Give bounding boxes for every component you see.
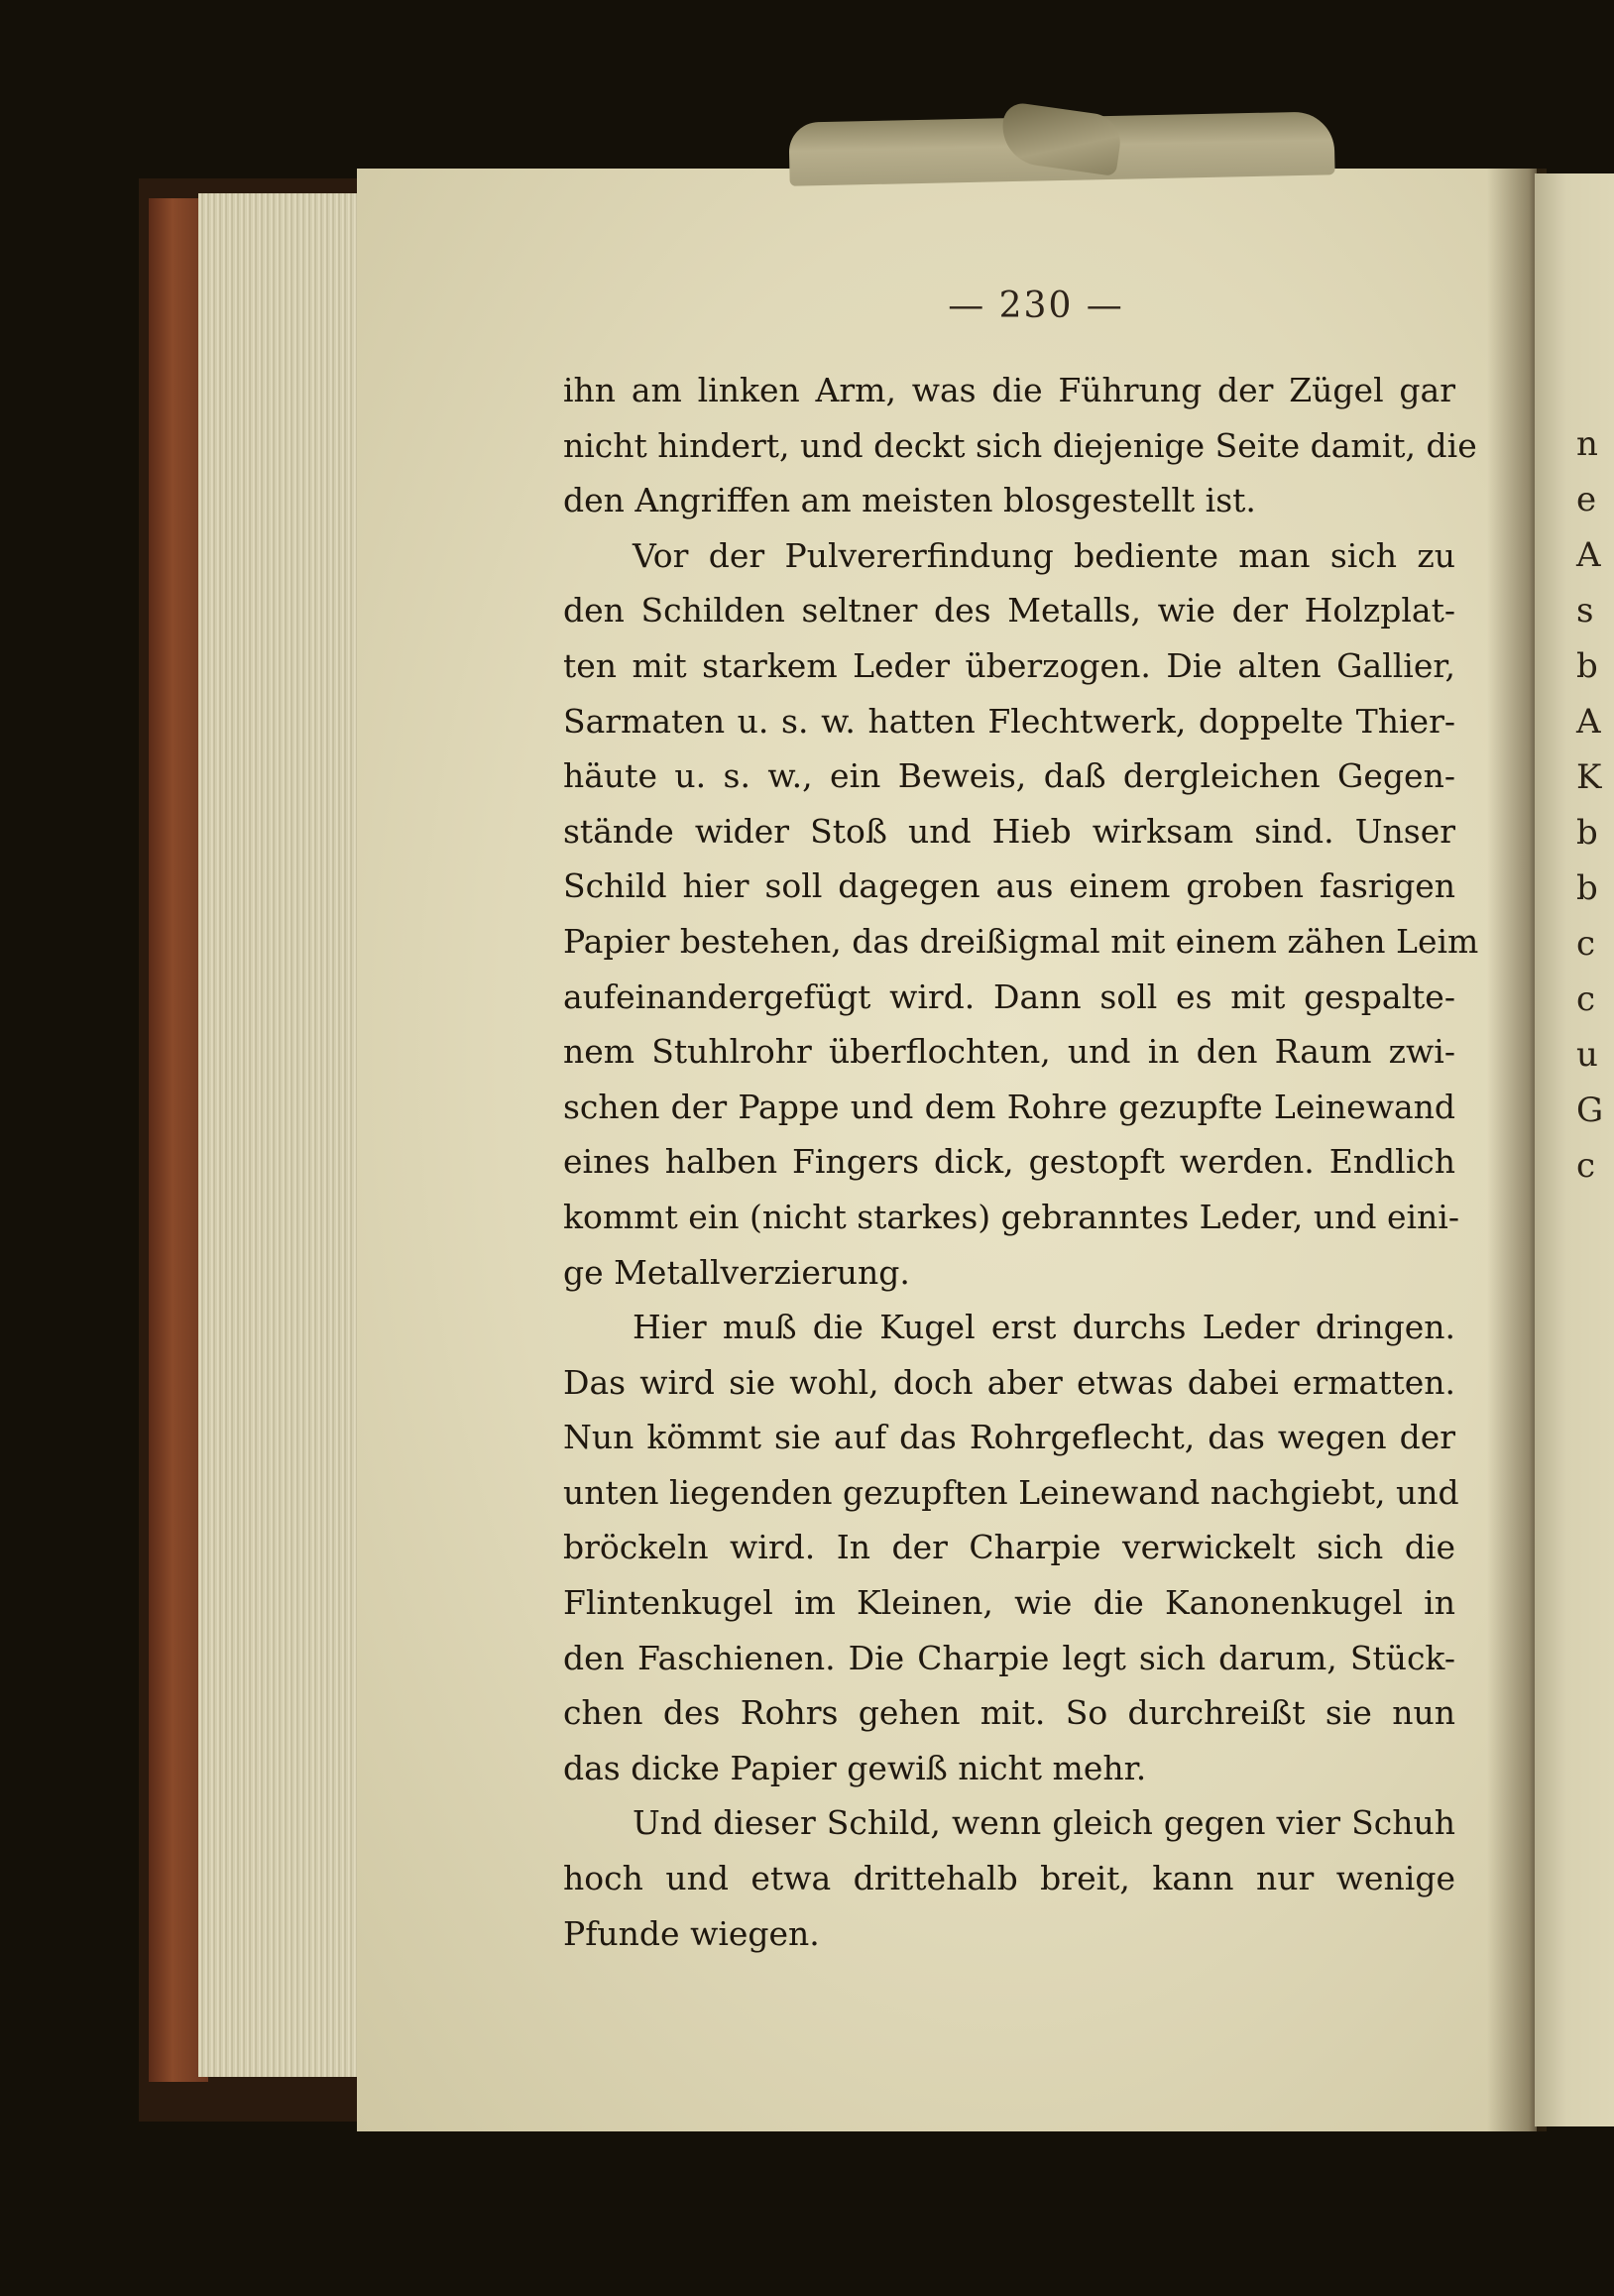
facing-letter: K (1576, 757, 1602, 797)
text-line: hoch und etwa drittehalb breit, kann nur wenige (563, 1859, 1455, 1898)
text-line: nicht hindert, und deckt sich diejenige Seite damit, die (563, 425, 1477, 465)
text-line: Vor der Pulvererfindung bediente man sich zu (633, 535, 1455, 575)
facing-letter: A (1576, 702, 1601, 742)
facing-letter: b (1576, 813, 1598, 853)
facing-letter: A (1576, 535, 1601, 575)
text-line: chen des Rohrs gehen mit. So durchreißt sie nun (563, 1693, 1455, 1733)
text-line: eines halben Fingers dick, gestopft werden. Endlich (563, 1142, 1455, 1182)
text-line: Das wird sie wohl, doch aber etwas dabei ermatten. (563, 1362, 1455, 1402)
page-number: — 230 — (948, 286, 1124, 326)
text-line: Flintenkugel im Kleinen, wie die Kanonenkugel in (563, 1583, 1455, 1623)
text-line: Sarmaten u. s. w. hatten Flechtwerk, doppelte Thier- (563, 701, 1455, 741)
facing-page-text (1576, 416, 1614, 1194)
text-line: häute u. s. w., ein Beweis, daß dergleichen Gegen- (563, 756, 1455, 796)
facing-letter: e (1576, 480, 1597, 519)
text-line: Schild hier soll dagegen aus einem groben fasrigen (563, 866, 1455, 906)
text-line: Pfunde wiegen. (563, 1913, 820, 1953)
text-line: Papier bestehen, das dreißigmal mit einem zähen Leim (563, 921, 1479, 961)
facing-letter: b (1576, 868, 1598, 908)
facing-letter: c (1576, 1146, 1596, 1186)
text-line: Hier muß die Kugel erst durchs Leder dringen. (633, 1308, 1455, 1347)
text-line: ihn am linken Arm, was die Führung der Zügel gar (563, 371, 1455, 409)
page-stack-edge (198, 193, 372, 2077)
text-line: nem Stuhlrohr überflochten, und in den Raum zwi- (563, 1032, 1455, 1072)
text-line: den Faschienen. Die Charpie legt sich darum, Stück- (563, 1638, 1455, 1677)
text-line: schen der Pappe und dem Rohre gezupfte Leinewand (563, 1087, 1455, 1126)
text-line: ge Metallverzierung. (563, 1252, 910, 1292)
text-line: kommt ein (nicht starkes) gebranntes Leder, und eini- (563, 1197, 1460, 1236)
text-line: das dicke Papier gewiß nicht mehr. (563, 1748, 1147, 1787)
facing-letter: c (1576, 924, 1596, 964)
page-text (563, 363, 1479, 1961)
text-line: Und dieser Schild, wenn gleich gegen vier Schuh (633, 1803, 1455, 1843)
text-line: aufeinandergefügt wird. Dann soll es mit gespalte- (563, 976, 1455, 1016)
text-line: den Schilden seltner des Metalls, wie der Holzplat- (563, 591, 1455, 631)
facing-letter: G (1576, 1091, 1604, 1130)
text-line: ten mit starkem Leder überzogen. Die alten Gallier, (563, 645, 1455, 685)
facing-letter: b (1576, 646, 1598, 686)
text-line: den Angriffen am meisten blosgestellt ist. (563, 481, 1256, 520)
text-line: Nun kömmt sie auf das Rohrgeflecht, das wegen der (563, 1418, 1455, 1457)
text-line: stände wider Stoß und Hieb wirksam sind. Unser (563, 811, 1455, 851)
facing-letter: u (1576, 1035, 1598, 1075)
facing-letter: s (1576, 591, 1594, 631)
text-line: unten liegenden gezupften Leinewand nachgiebt, und (563, 1472, 1459, 1512)
facing-letter: n (1576, 424, 1598, 464)
facing-letter: c (1576, 979, 1596, 1019)
text-line: bröckeln wird. In der Charpie verwickelt sich die (563, 1528, 1455, 1567)
